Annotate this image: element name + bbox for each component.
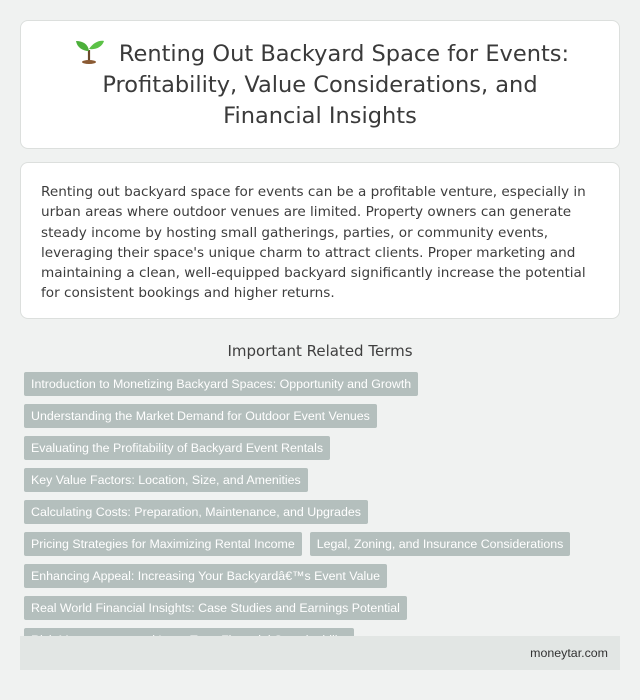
related-terms-heading: Important Related Terms [227, 342, 413, 360]
summary-text: Renting out backyard space for events can be a profitable venture, especially in urban areas where outdoor venues are limited. Property owners can generate steady income by hosting small gatherings, parties, or community events, leveraging their space's unique charm to attract clients. Proper marketing and maintaining a clean, well-equipped backyard significantly increase the potential for consistent bookings and higher returns. [41, 184, 586, 302]
related-term-tag[interactable]: Evaluating the Profitability of Backyard Event Rentals [24, 436, 330, 460]
related-term-tag[interactable]: Calculating Costs: Preparation, Maintenance, and Upgrades [24, 500, 368, 524]
related-term-tag[interactable]: Legal, Zoning, and Insurance Considerations [310, 532, 571, 556]
related-term-tag[interactable]: Real World Financial Insights: Case Studies and Earnings Potential [24, 596, 407, 620]
related-term-tag[interactable]: Enhancing Appeal: Increasing Your Backyardâ€™s Event Value [24, 564, 387, 588]
footer [20, 636, 620, 670]
title-card [20, 20, 620, 149]
related-term-tag[interactable]: Understanding the Market Demand for Outdoor Event Venues [24, 404, 377, 428]
related-term-tag[interactable]: Introduction to Monetizing Backyard Spaces: Opportunity and Growth [24, 372, 418, 396]
summary-card [20, 162, 620, 319]
footer-site[interactable]: moneytar.com [530, 646, 608, 660]
related-term-tag[interactable]: Key Value Factors: Location, Size, and Amenities [24, 468, 308, 492]
seedling-icon [71, 38, 107, 64]
page-title-text: Renting Out Backyard Space for Events: Profitability, Value Considerations, and Financial Insights [102, 40, 570, 129]
page-title [57, 38, 583, 132]
related-term-tag[interactable]: Pricing Strategies for Maximizing Rental Income [24, 532, 302, 556]
related-terms-list [20, 372, 620, 660]
